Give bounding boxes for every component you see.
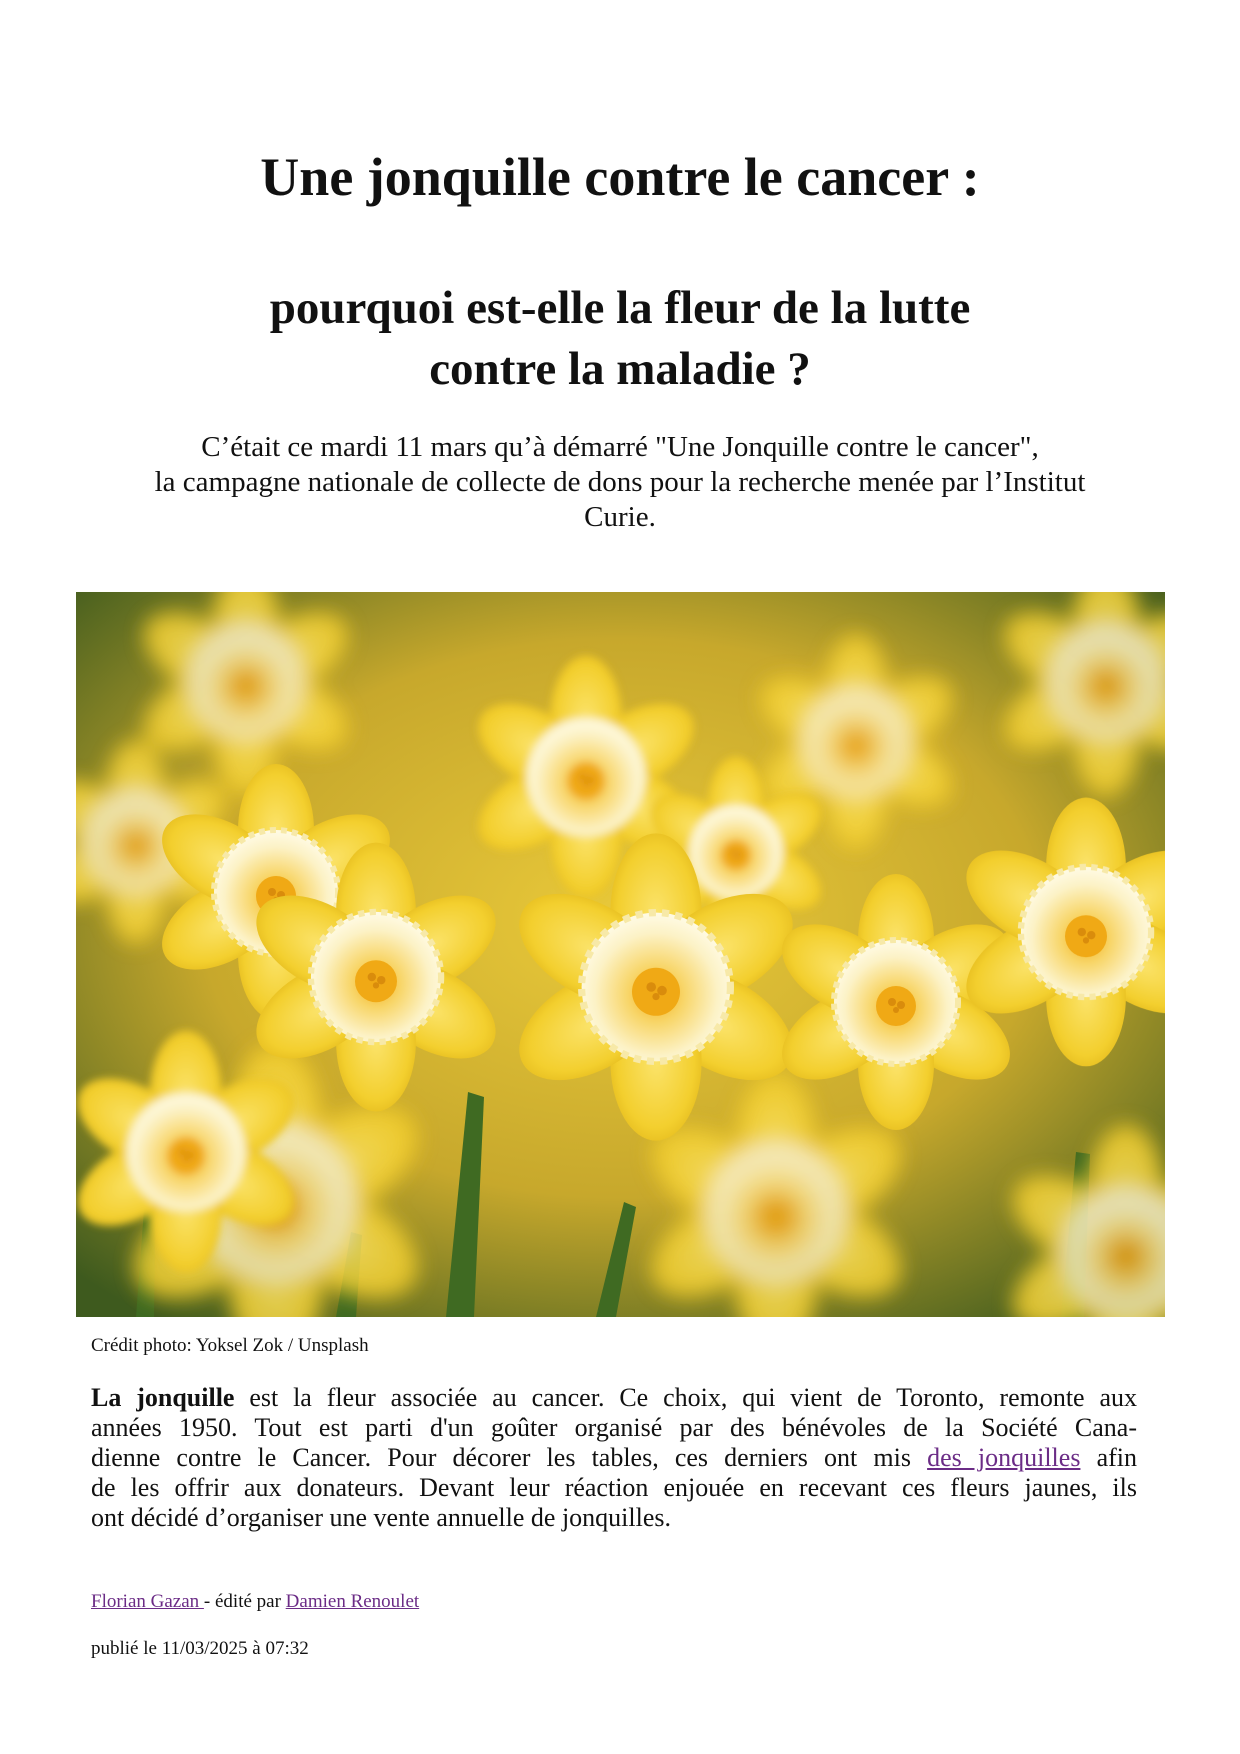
body-line-2: années 1950. Tout est parti d'un goûter organisé par des bénévoles de la Société Cana- [91,1413,1137,1442]
byline-separator: - édité par [203,1591,286,1612]
body-line-1 [91,1383,1137,1413]
article-intro [60,430,1180,535]
editor-link[interactable]: Damien Renoulet [285,1591,420,1612]
published-date: publié le 11/03/2025 à 07:32 [91,1638,309,1659]
intro-line-1: C’était ce mardi 11 mars qu’à démarré "Une Jonquille contre le cancer", [201,431,1039,463]
jonquilles-link[interactable]: des jonquilles [927,1443,1081,1472]
body-line-1-text: est la fleur associée au cancer. Ce choix, qui vient de Toronto, remonte aux [234,1383,1138,1412]
body-line-3-end: afin [1080,1443,1137,1472]
subtitle-line-1: pourquoi est-elle la fleur de la lutte [269,282,971,334]
body-lead-bold: La jonquille [91,1383,235,1412]
article-body [91,1383,1137,1533]
intro-line-2: la campagne nationale de collecte de dons pour la recherche menée par l’Institut [154,466,1086,498]
body-line-3 [91,1443,1137,1473]
byline [91,1590,419,1614]
photo-credit: Crédit photo: Yoksel Zok / Unsplash [91,1335,369,1356]
article-title: Une jonquille contre le cancer : [260,147,980,207]
body-line-5: ont décidé d’organiser une vente annuelle de jonquilles. [91,1503,671,1532]
intro-line-3: Curie. [584,501,656,533]
subtitle-line-2: contre la maladie ? [429,343,811,395]
author-link[interactable]: Florian Gazan [91,1591,204,1612]
body-line-4: de les offrir aux donateurs. Devant leur réaction enjouée en recevant ces fleurs jaunes, ils [91,1473,1137,1502]
body-line-3-text: dienne contre le Cancer. Pour décorer les tables, ces derniers ont mis [91,1443,928,1472]
article-subtitle [0,278,1240,400]
daffodils-photo [76,592,1165,1317]
